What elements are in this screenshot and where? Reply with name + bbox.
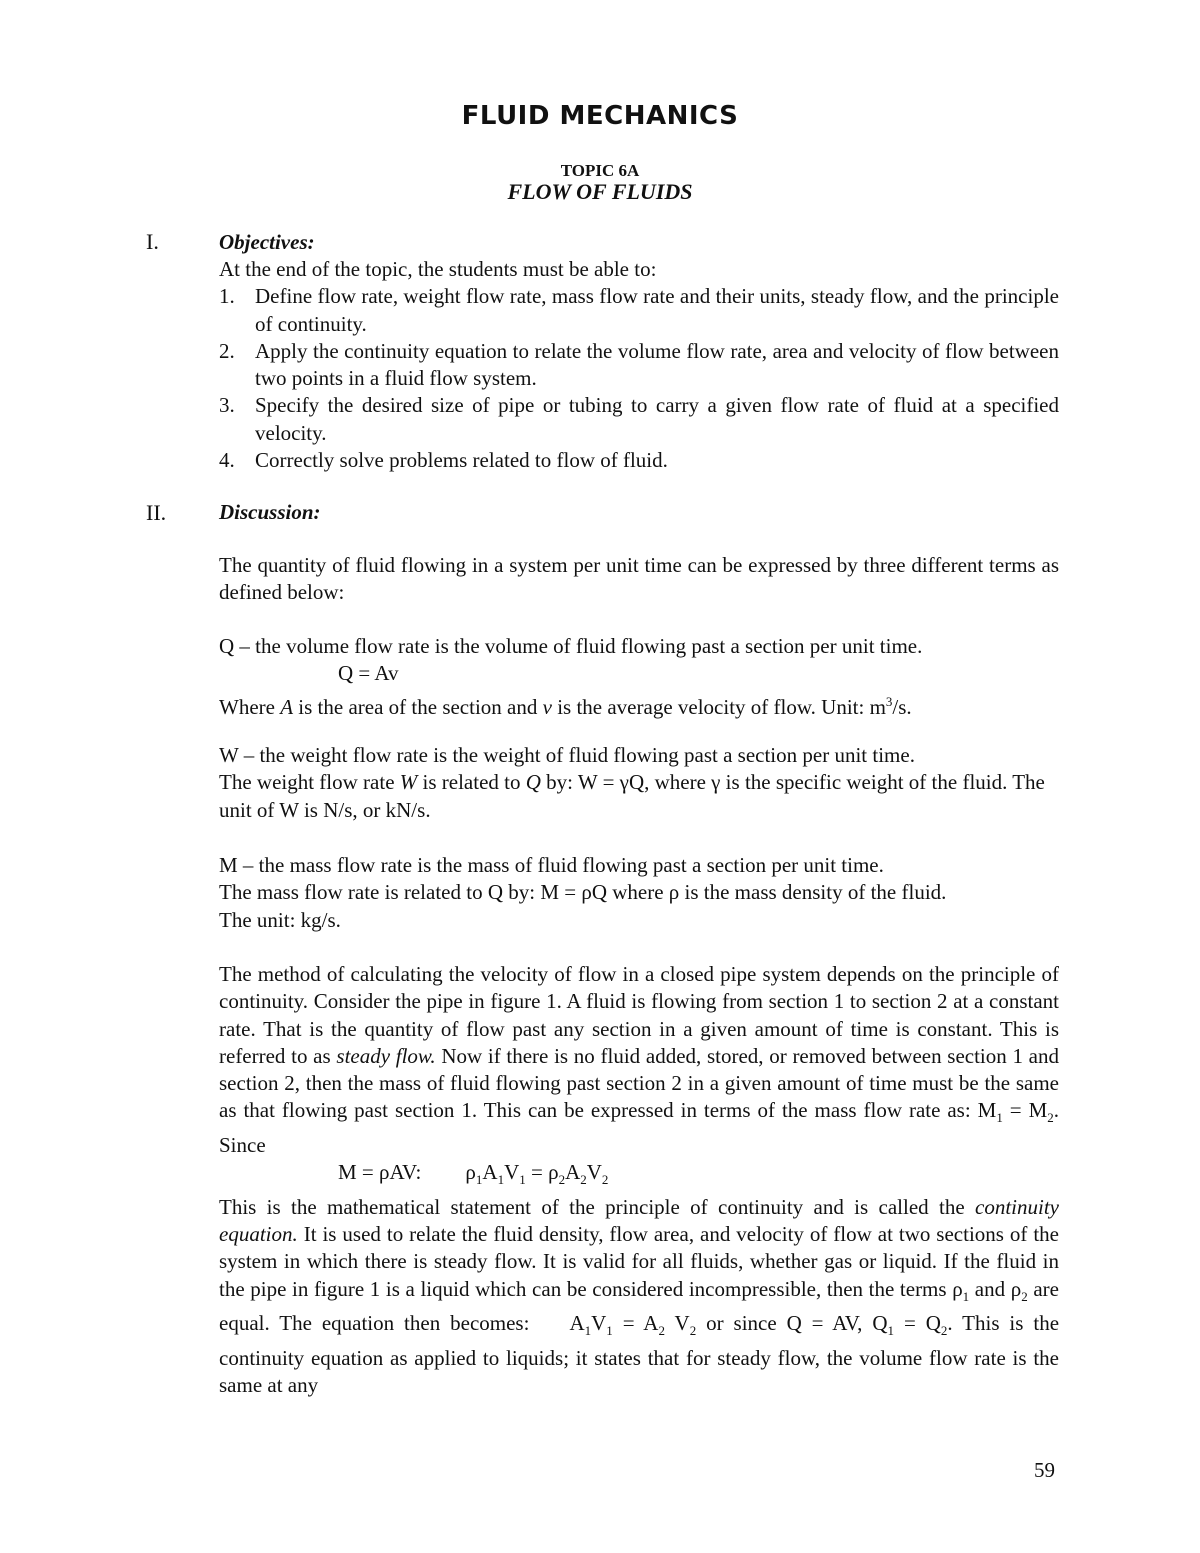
page-number: 59: [1034, 1458, 1055, 1482]
objective-text: Define flow rate, weight flow rate, mass flow rate and their units, steady flow, and the principle of continuity.: [255, 284, 1059, 336]
objectives-intro: At the end of the topic, the students must be able to:: [219, 257, 657, 281]
weight-flow-block: [219, 742, 1059, 824]
discussion-paragraph: The quantity of fluid flowing in a system per unit time can be expressed by three different terms as defined below:: [219, 553, 1059, 605]
volume-flow-block: [219, 633, 1059, 721]
volume-flow-where: Where A is the area of the section and v is the average velocity of flow. Unit: $m^3/s$.: [219, 693, 912, 719]
document-title: FLUID MECHANICS: [461, 101, 739, 131]
discussion-heading: Discussion:: [219, 500, 321, 524]
continuity-block: [219, 961, 1059, 1399]
objective-number: 3.: [219, 393, 235, 418]
continuity-paragraph: The method of calculating the velocity of flow in a closed pipe system depends on the principle of continuity. Consider the pipe in figure 1. A fluid is flowing from section 1 to section 2 at a constant rate. That is the quantity of flow past any section in a given amount of time is constant. This is referred to as steady flow. Now if there is no fluid added, stored, or removed between section 1 and section 2, then the mass of fluid flowing past section 2 in a given amount of time must be the same as that flowing past section 1. This can be expressed in terms of the mass flow rate as: $M_1 = M_2$. Since: [219, 962, 1060, 1157]
objectives-block: [219, 256, 1059, 474]
continuity-statement: This is the mathematical statement of the principle of continuity and is called the continuity equation. It is used to relate the fluid density, flow area, and velocity of flow at two sections of the system in which there is steady flow. It is valid for all fluids, whether gas or liquid. If the fluid in the pipe in figure 1 is a liquid which can be considered incompressible, then the terms $\rho_1$ and $\rho_2$ are equal. The equation then becomes: $A_1V_1 = A_2$ $V_2$ or since Q = AV, $Q_1 = Q_2$. This is the continuity equation as applied to liquids; it states that for steady flow, the volume flow rate is the same at any: [219, 1194, 1060, 1397]
objective-number: 2.: [219, 338, 235, 363]
objective-text: Apply the continuity equation to relate the volume flow rate, area and velocity of flow between two points in a fluid flow system.: [255, 338, 1059, 391]
objective-item: [219, 447, 1059, 474]
objectives-heading: Objectives:: [219, 230, 315, 254]
volume-flow-equation: Q = Av: [338, 661, 399, 686]
mass-flow-unit: The unit: kg/s.: [219, 907, 341, 932]
objectives-list: [219, 283, 1059, 474]
topic-subtitle: FLOW OF FLUIDS: [507, 179, 693, 204]
volume-flow-definition: Q – the volume flow rate is the volume of fluid flowing past a section per unit time.: [219, 634, 923, 658]
discussion-intro: [219, 552, 1059, 607]
objective-item: [219, 338, 1059, 393]
objective-text: Specify the desired size of pipe or tubing to carry a given flow rate of fluid at a specified velocity.: [255, 393, 1059, 445]
continuity-equation: M = ρAV: $\rho_1A_1V_1 = \rho_2A_2V_2$: [338, 1160, 609, 1188]
objective-number: 1.: [219, 284, 235, 309]
mass-flow-block: [219, 852, 1059, 934]
objective-item: [219, 283, 1059, 338]
objective-text: Correctly solve problems related to flow of fluid.: [255, 448, 668, 473]
section-numeral-objectives: I.: [146, 229, 159, 254]
weight-flow-relation: The weight flow rate W is related to Q by: W = γQ, where γ is the specific weight of the fluid. The unit of W is N/s, or kN/s.: [219, 770, 1045, 822]
objective-item: [219, 392, 1059, 447]
section-numeral-discussion: II.: [146, 500, 167, 525]
topic-label: TOPIC 6A: [560, 161, 640, 180]
objective-number: 4.: [219, 448, 235, 473]
mass-flow-definition: M – the mass flow rate is the mass of fluid flowing past a section per unit time.: [219, 853, 884, 877]
weight-flow-definition: W – the weight flow rate is the weight of fluid flowing past a section per unit time.: [219, 743, 915, 767]
mass-flow-relation: The mass flow rate is related to Q by: M = ρQ where ρ is the mass density of the fluid.: [219, 880, 947, 905]
